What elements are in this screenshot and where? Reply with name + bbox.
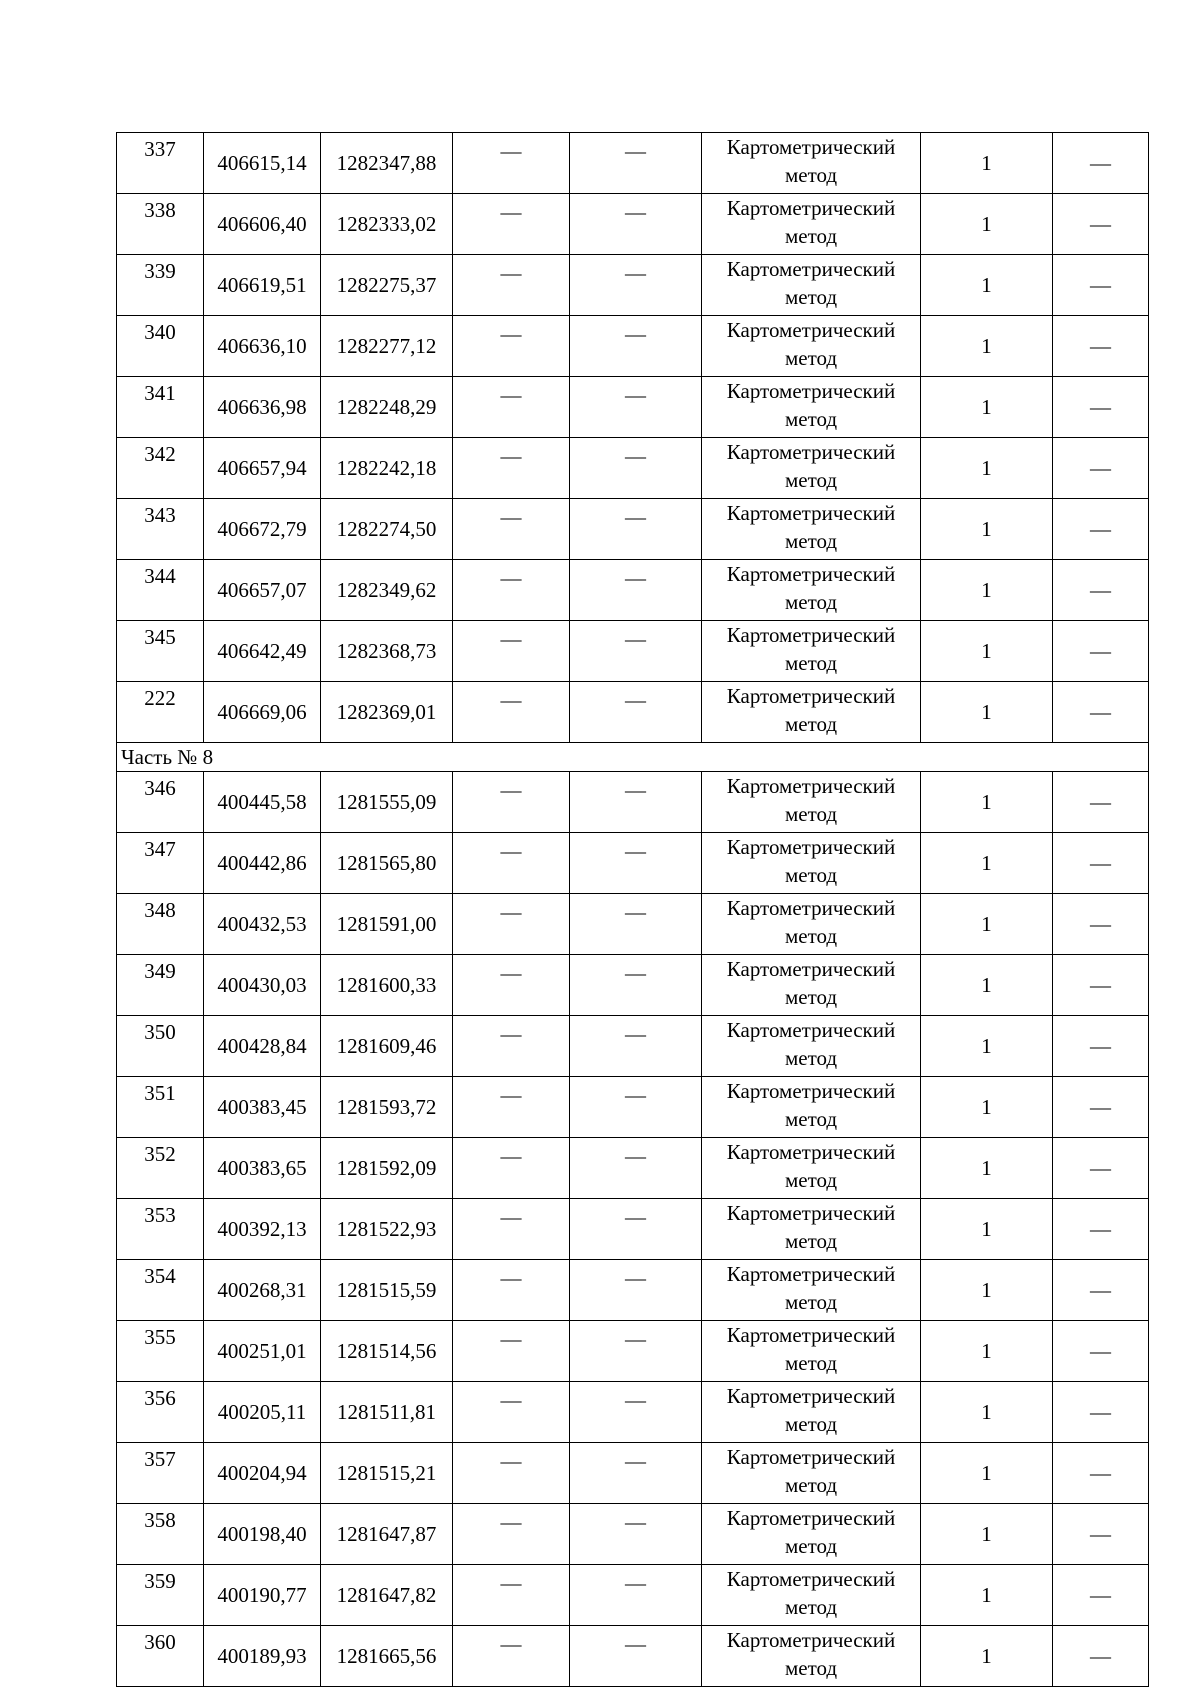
empty-dash-cell: — bbox=[570, 621, 702, 682]
point-number-cell: 338 bbox=[117, 194, 204, 255]
empty-dash-cell: — bbox=[1053, 1565, 1149, 1626]
method-line-1: Картометрический bbox=[726, 774, 896, 798]
x-coordinate-cell: 406657,94 bbox=[204, 438, 321, 499]
method-cell bbox=[702, 1199, 921, 1260]
point-number-cell: 222 bbox=[117, 682, 204, 743]
x-coordinate-cell: 400430,03 bbox=[204, 955, 321, 1016]
empty-dash-cell: — bbox=[1053, 1382, 1149, 1443]
x-coordinate-cell: 400383,65 bbox=[204, 1138, 321, 1199]
method-line-1: Картометрический bbox=[726, 379, 896, 403]
x-coordinate-cell: 406606,40 bbox=[204, 194, 321, 255]
table-row bbox=[117, 1138, 1149, 1199]
empty-dash-cell: — bbox=[1053, 438, 1149, 499]
y-coordinate-cell: 1281647,87 bbox=[321, 1504, 453, 1565]
y-coordinate-cell: 1281511,81 bbox=[321, 1382, 453, 1443]
point-number-cell: 353 bbox=[117, 1199, 204, 1260]
empty-dash-cell: — bbox=[570, 1016, 702, 1077]
y-coordinate-cell: 1281515,59 bbox=[321, 1260, 453, 1321]
empty-dash-cell: — bbox=[570, 133, 702, 194]
method-cell bbox=[702, 682, 921, 743]
x-coordinate-cell: 406619,51 bbox=[204, 255, 321, 316]
empty-dash-cell: — bbox=[1053, 377, 1149, 438]
empty-dash-cell: — bbox=[1053, 316, 1149, 377]
empty-dash-cell: — bbox=[570, 499, 702, 560]
point-number-cell: 358 bbox=[117, 1504, 204, 1565]
y-coordinate-cell: 1282275,37 bbox=[321, 255, 453, 316]
section-header-row bbox=[117, 743, 1149, 772]
point-number-cell: 346 bbox=[117, 772, 204, 833]
method-cell bbox=[702, 1077, 921, 1138]
x-coordinate-cell: 400190,77 bbox=[204, 1565, 321, 1626]
table-row bbox=[117, 377, 1149, 438]
empty-dash-cell: — bbox=[570, 1138, 702, 1199]
method-cell bbox=[702, 1321, 921, 1382]
method-line-2: метод bbox=[784, 529, 838, 553]
method-line-2: метод bbox=[784, 1046, 838, 1070]
table-row bbox=[117, 682, 1149, 743]
method-line-2: метод bbox=[784, 1656, 838, 1680]
y-coordinate-cell: 1281515,21 bbox=[321, 1443, 453, 1504]
empty-dash-cell: — bbox=[570, 560, 702, 621]
accuracy-cell: 1 bbox=[921, 1382, 1053, 1443]
x-coordinate-cell: 400268,31 bbox=[204, 1260, 321, 1321]
x-coordinate-cell: 406672,79 bbox=[204, 499, 321, 560]
accuracy-cell: 1 bbox=[921, 833, 1053, 894]
method-cell bbox=[702, 1626, 921, 1687]
method-line-2: метод bbox=[784, 924, 838, 948]
empty-dash-cell: — bbox=[1053, 1138, 1149, 1199]
empty-dash-cell: — bbox=[1053, 1199, 1149, 1260]
accuracy-cell: 1 bbox=[921, 1565, 1053, 1626]
y-coordinate-cell: 1282349,62 bbox=[321, 560, 453, 621]
table-row bbox=[117, 1565, 1149, 1626]
method-line-2: метод bbox=[784, 1595, 838, 1619]
y-coordinate-cell: 1282333,02 bbox=[321, 194, 453, 255]
y-coordinate-cell: 1282368,73 bbox=[321, 621, 453, 682]
y-coordinate-cell: 1281565,80 bbox=[321, 833, 453, 894]
accuracy-cell: 1 bbox=[921, 1321, 1053, 1382]
empty-dash-cell: — bbox=[570, 955, 702, 1016]
method-line-1: Картометрический bbox=[726, 318, 896, 342]
point-number-cell: 352 bbox=[117, 1138, 204, 1199]
accuracy-cell: 1 bbox=[921, 438, 1053, 499]
accuracy-cell: 1 bbox=[921, 316, 1053, 377]
y-coordinate-cell: 1281647,82 bbox=[321, 1565, 453, 1626]
method-cell bbox=[702, 955, 921, 1016]
method-line-2: метод bbox=[784, 468, 838, 492]
empty-dash-cell: — bbox=[1053, 1016, 1149, 1077]
method-cell bbox=[702, 499, 921, 560]
accuracy-cell: 1 bbox=[921, 621, 1053, 682]
accuracy-cell: 1 bbox=[921, 894, 1053, 955]
empty-dash-cell: — bbox=[453, 1077, 570, 1138]
x-coordinate-cell: 406636,10 bbox=[204, 316, 321, 377]
accuracy-cell: 1 bbox=[921, 255, 1053, 316]
method-line-2: метод bbox=[784, 863, 838, 887]
method-cell bbox=[702, 1260, 921, 1321]
method-line-1: Картометрический bbox=[726, 440, 896, 464]
method-line-1: Картометрический bbox=[726, 684, 896, 708]
method-line-2: метод bbox=[784, 224, 838, 248]
method-line-2: метод bbox=[784, 346, 838, 370]
method-line-1: Картометрический bbox=[726, 1384, 896, 1408]
method-line-2: метод bbox=[784, 285, 838, 309]
accuracy-cell: 1 bbox=[921, 560, 1053, 621]
method-line-1: Картометрический bbox=[726, 1567, 896, 1591]
empty-dash-cell: — bbox=[570, 894, 702, 955]
x-coordinate-cell: 406669,06 bbox=[204, 682, 321, 743]
empty-dash-cell: — bbox=[453, 772, 570, 833]
x-coordinate-cell: 406657,07 bbox=[204, 560, 321, 621]
accuracy-cell: 1 bbox=[921, 772, 1053, 833]
accuracy-cell: 1 bbox=[921, 1443, 1053, 1504]
method-line-1: Картометрический bbox=[726, 835, 896, 859]
empty-dash-cell: — bbox=[570, 255, 702, 316]
empty-dash-cell: — bbox=[570, 682, 702, 743]
table-row bbox=[117, 1321, 1149, 1382]
empty-dash-cell: — bbox=[453, 1565, 570, 1626]
method-line-1: Картометрический bbox=[726, 896, 896, 920]
method-line-1: Картометрический bbox=[726, 196, 896, 220]
method-line-1: Картометрический bbox=[726, 1506, 896, 1530]
y-coordinate-cell: 1281593,72 bbox=[321, 1077, 453, 1138]
table-row bbox=[117, 194, 1149, 255]
point-number-cell: 359 bbox=[117, 1565, 204, 1626]
table-row bbox=[117, 1504, 1149, 1565]
empty-dash-cell: — bbox=[1053, 194, 1149, 255]
y-coordinate-cell: 1281592,09 bbox=[321, 1138, 453, 1199]
method-line-2: метод bbox=[784, 1168, 838, 1192]
empty-dash-cell: — bbox=[1053, 1504, 1149, 1565]
empty-dash-cell: — bbox=[453, 377, 570, 438]
accuracy-cell: 1 bbox=[921, 133, 1053, 194]
method-cell bbox=[702, 1138, 921, 1199]
accuracy-cell: 1 bbox=[921, 1260, 1053, 1321]
x-coordinate-cell: 406615,14 bbox=[204, 133, 321, 194]
point-number-cell: 344 bbox=[117, 560, 204, 621]
method-line-1: Картометрический bbox=[726, 1262, 896, 1286]
y-coordinate-cell: 1282274,50 bbox=[321, 499, 453, 560]
method-line-1: Картометрический bbox=[726, 135, 896, 159]
y-coordinate-cell: 1281591,00 bbox=[321, 894, 453, 955]
x-coordinate-cell: 400445,58 bbox=[204, 772, 321, 833]
method-cell bbox=[702, 438, 921, 499]
method-line-2: метод bbox=[784, 1229, 838, 1253]
empty-dash-cell: — bbox=[453, 255, 570, 316]
empty-dash-cell: — bbox=[1053, 894, 1149, 955]
table-row bbox=[117, 560, 1149, 621]
table-row bbox=[117, 621, 1149, 682]
empty-dash-cell: — bbox=[570, 1199, 702, 1260]
method-cell bbox=[702, 194, 921, 255]
method-line-2: метод bbox=[784, 985, 838, 1009]
table-row bbox=[117, 1016, 1149, 1077]
y-coordinate-cell: 1282248,29 bbox=[321, 377, 453, 438]
method-line-2: метод bbox=[784, 407, 838, 431]
table-row bbox=[117, 894, 1149, 955]
table-row bbox=[117, 255, 1149, 316]
x-coordinate-cell: 400205,11 bbox=[204, 1382, 321, 1443]
empty-dash-cell: — bbox=[570, 1443, 702, 1504]
x-coordinate-cell: 400442,86 bbox=[204, 833, 321, 894]
method-line-2: метод bbox=[784, 1290, 838, 1314]
accuracy-cell: 1 bbox=[921, 955, 1053, 1016]
method-line-1: Картометрический bbox=[726, 957, 896, 981]
accuracy-cell: 1 bbox=[921, 1077, 1053, 1138]
method-line-1: Картометрический bbox=[726, 1445, 896, 1469]
method-line-1: Картометрический bbox=[726, 562, 896, 586]
x-coordinate-cell: 400251,01 bbox=[204, 1321, 321, 1382]
x-coordinate-cell: 400383,45 bbox=[204, 1077, 321, 1138]
empty-dash-cell: — bbox=[570, 1565, 702, 1626]
empty-dash-cell: — bbox=[453, 194, 570, 255]
y-coordinate-cell: 1281555,09 bbox=[321, 772, 453, 833]
x-coordinate-cell: 400428,84 bbox=[204, 1016, 321, 1077]
method-cell bbox=[702, 377, 921, 438]
empty-dash-cell: — bbox=[453, 833, 570, 894]
point-number-cell: 342 bbox=[117, 438, 204, 499]
method-line-2: метод bbox=[784, 1534, 838, 1558]
x-coordinate-cell: 400198,40 bbox=[204, 1504, 321, 1565]
accuracy-cell: 1 bbox=[921, 499, 1053, 560]
empty-dash-cell: — bbox=[1053, 1626, 1149, 1687]
point-number-cell: 354 bbox=[117, 1260, 204, 1321]
table-row bbox=[117, 955, 1149, 1016]
method-line-2: метод bbox=[784, 590, 838, 614]
point-number-cell: 348 bbox=[117, 894, 204, 955]
method-cell bbox=[702, 560, 921, 621]
table-row bbox=[117, 833, 1149, 894]
y-coordinate-cell: 1281600,33 bbox=[321, 955, 453, 1016]
y-coordinate-cell: 1281609,46 bbox=[321, 1016, 453, 1077]
accuracy-cell: 1 bbox=[921, 1626, 1053, 1687]
point-number-cell: 355 bbox=[117, 1321, 204, 1382]
method-line-2: метод bbox=[784, 802, 838, 826]
accuracy-cell: 1 bbox=[921, 1138, 1053, 1199]
empty-dash-cell: — bbox=[453, 894, 570, 955]
empty-dash-cell: — bbox=[1053, 1321, 1149, 1382]
empty-dash-cell: — bbox=[570, 194, 702, 255]
method-cell bbox=[702, 1443, 921, 1504]
empty-dash-cell: — bbox=[1053, 682, 1149, 743]
empty-dash-cell: — bbox=[453, 1199, 570, 1260]
method-line-2: метод bbox=[784, 712, 838, 736]
empty-dash-cell: — bbox=[1053, 560, 1149, 621]
y-coordinate-cell: 1281522,93 bbox=[321, 1199, 453, 1260]
empty-dash-cell: — bbox=[1053, 1443, 1149, 1504]
accuracy-cell: 1 bbox=[921, 1199, 1053, 1260]
method-cell bbox=[702, 316, 921, 377]
empty-dash-cell: — bbox=[453, 133, 570, 194]
method-line-1: Картометрический bbox=[726, 1201, 896, 1225]
method-line-1: Картометрический bbox=[726, 501, 896, 525]
method-cell bbox=[702, 1382, 921, 1443]
empty-dash-cell: — bbox=[453, 316, 570, 377]
empty-dash-cell: — bbox=[1053, 1260, 1149, 1321]
accuracy-cell: 1 bbox=[921, 1504, 1053, 1565]
empty-dash-cell: — bbox=[1053, 1077, 1149, 1138]
method-line-2: метод bbox=[784, 1351, 838, 1375]
accuracy-cell: 1 bbox=[921, 194, 1053, 255]
y-coordinate-cell: 1282369,01 bbox=[321, 682, 453, 743]
empty-dash-cell: — bbox=[453, 1504, 570, 1565]
empty-dash-cell: — bbox=[570, 316, 702, 377]
table-body bbox=[117, 133, 1149, 1687]
x-coordinate-cell: 406636,98 bbox=[204, 377, 321, 438]
empty-dash-cell: — bbox=[453, 1443, 570, 1504]
empty-dash-cell: — bbox=[453, 621, 570, 682]
table-row bbox=[117, 1199, 1149, 1260]
empty-dash-cell: — bbox=[570, 833, 702, 894]
empty-dash-cell: — bbox=[1053, 772, 1149, 833]
method-line-1: Картометрический bbox=[726, 1323, 896, 1347]
y-coordinate-cell: 1282277,12 bbox=[321, 316, 453, 377]
table-row bbox=[117, 772, 1149, 833]
method-cell bbox=[702, 894, 921, 955]
empty-dash-cell: — bbox=[570, 772, 702, 833]
empty-dash-cell: — bbox=[453, 438, 570, 499]
method-line-1: Картометрический bbox=[726, 1140, 896, 1164]
method-cell bbox=[702, 1565, 921, 1626]
y-coordinate-cell: 1282347,88 bbox=[321, 133, 453, 194]
empty-dash-cell: — bbox=[570, 1260, 702, 1321]
x-coordinate-cell: 400204,94 bbox=[204, 1443, 321, 1504]
y-coordinate-cell: 1281665,56 bbox=[321, 1626, 453, 1687]
point-number-cell: 349 bbox=[117, 955, 204, 1016]
table-row bbox=[117, 1626, 1149, 1687]
empty-dash-cell: — bbox=[570, 1077, 702, 1138]
empty-dash-cell: — bbox=[453, 1626, 570, 1687]
empty-dash-cell: — bbox=[570, 438, 702, 499]
table-row bbox=[117, 1260, 1149, 1321]
empty-dash-cell: — bbox=[1053, 955, 1149, 1016]
method-cell bbox=[702, 255, 921, 316]
section-label: Часть № 8 bbox=[117, 743, 1149, 772]
empty-dash-cell: — bbox=[1053, 133, 1149, 194]
table-row bbox=[117, 1077, 1149, 1138]
method-line-1: Картометрический bbox=[726, 257, 896, 281]
point-number-cell: 356 bbox=[117, 1382, 204, 1443]
method-line-1: Картометрический bbox=[726, 1628, 896, 1652]
empty-dash-cell: — bbox=[570, 1382, 702, 1443]
x-coordinate-cell: 400392,13 bbox=[204, 1199, 321, 1260]
table-row bbox=[117, 133, 1149, 194]
x-coordinate-cell: 406642,49 bbox=[204, 621, 321, 682]
method-line-1: Картометрический bbox=[726, 1018, 896, 1042]
point-number-cell: 337 bbox=[117, 133, 204, 194]
empty-dash-cell: — bbox=[1053, 255, 1149, 316]
method-cell bbox=[702, 621, 921, 682]
x-coordinate-cell: 400432,53 bbox=[204, 894, 321, 955]
point-number-cell: 357 bbox=[117, 1443, 204, 1504]
method-cell bbox=[702, 1504, 921, 1565]
accuracy-cell: 1 bbox=[921, 682, 1053, 743]
coordinates-table bbox=[116, 132, 1149, 1687]
table-row bbox=[117, 1382, 1149, 1443]
point-number-cell: 341 bbox=[117, 377, 204, 438]
y-coordinate-cell: 1282242,18 bbox=[321, 438, 453, 499]
method-line-2: метод bbox=[784, 651, 838, 675]
method-line-1: Картометрический bbox=[726, 623, 896, 647]
empty-dash-cell: — bbox=[453, 1016, 570, 1077]
empty-dash-cell: — bbox=[453, 560, 570, 621]
method-line-1: Картометрический bbox=[726, 1079, 896, 1103]
point-number-cell: 350 bbox=[117, 1016, 204, 1077]
empty-dash-cell: — bbox=[570, 1321, 702, 1382]
method-line-2: метод bbox=[784, 1107, 838, 1131]
empty-dash-cell: — bbox=[453, 682, 570, 743]
method-line-2: метод bbox=[784, 1412, 838, 1436]
empty-dash-cell: — bbox=[453, 1260, 570, 1321]
point-number-cell: 345 bbox=[117, 621, 204, 682]
point-number-cell: 347 bbox=[117, 833, 204, 894]
table-row bbox=[117, 499, 1149, 560]
empty-dash-cell: — bbox=[453, 1138, 570, 1199]
table-row bbox=[117, 1443, 1149, 1504]
point-number-cell: 351 bbox=[117, 1077, 204, 1138]
empty-dash-cell: — bbox=[570, 377, 702, 438]
empty-dash-cell: — bbox=[570, 1504, 702, 1565]
method-cell bbox=[702, 833, 921, 894]
empty-dash-cell: — bbox=[453, 499, 570, 560]
method-cell bbox=[702, 772, 921, 833]
table-row bbox=[117, 438, 1149, 499]
method-line-2: метод bbox=[784, 1473, 838, 1497]
accuracy-cell: 1 bbox=[921, 377, 1053, 438]
empty-dash-cell: — bbox=[570, 1626, 702, 1687]
empty-dash-cell: — bbox=[453, 1382, 570, 1443]
empty-dash-cell: — bbox=[453, 1321, 570, 1382]
method-line-2: метод bbox=[784, 163, 838, 187]
accuracy-cell: 1 bbox=[921, 1016, 1053, 1077]
table-row bbox=[117, 316, 1149, 377]
x-coordinate-cell: 400189,93 bbox=[204, 1626, 321, 1687]
point-number-cell: 339 bbox=[117, 255, 204, 316]
method-cell bbox=[702, 133, 921, 194]
point-number-cell: 360 bbox=[117, 1626, 204, 1687]
y-coordinate-cell: 1281514,56 bbox=[321, 1321, 453, 1382]
point-number-cell: 340 bbox=[117, 316, 204, 377]
method-cell bbox=[702, 1016, 921, 1077]
empty-dash-cell: — bbox=[1053, 499, 1149, 560]
empty-dash-cell: — bbox=[1053, 621, 1149, 682]
empty-dash-cell: — bbox=[453, 955, 570, 1016]
empty-dash-cell: — bbox=[1053, 833, 1149, 894]
point-number-cell: 343 bbox=[117, 499, 204, 560]
